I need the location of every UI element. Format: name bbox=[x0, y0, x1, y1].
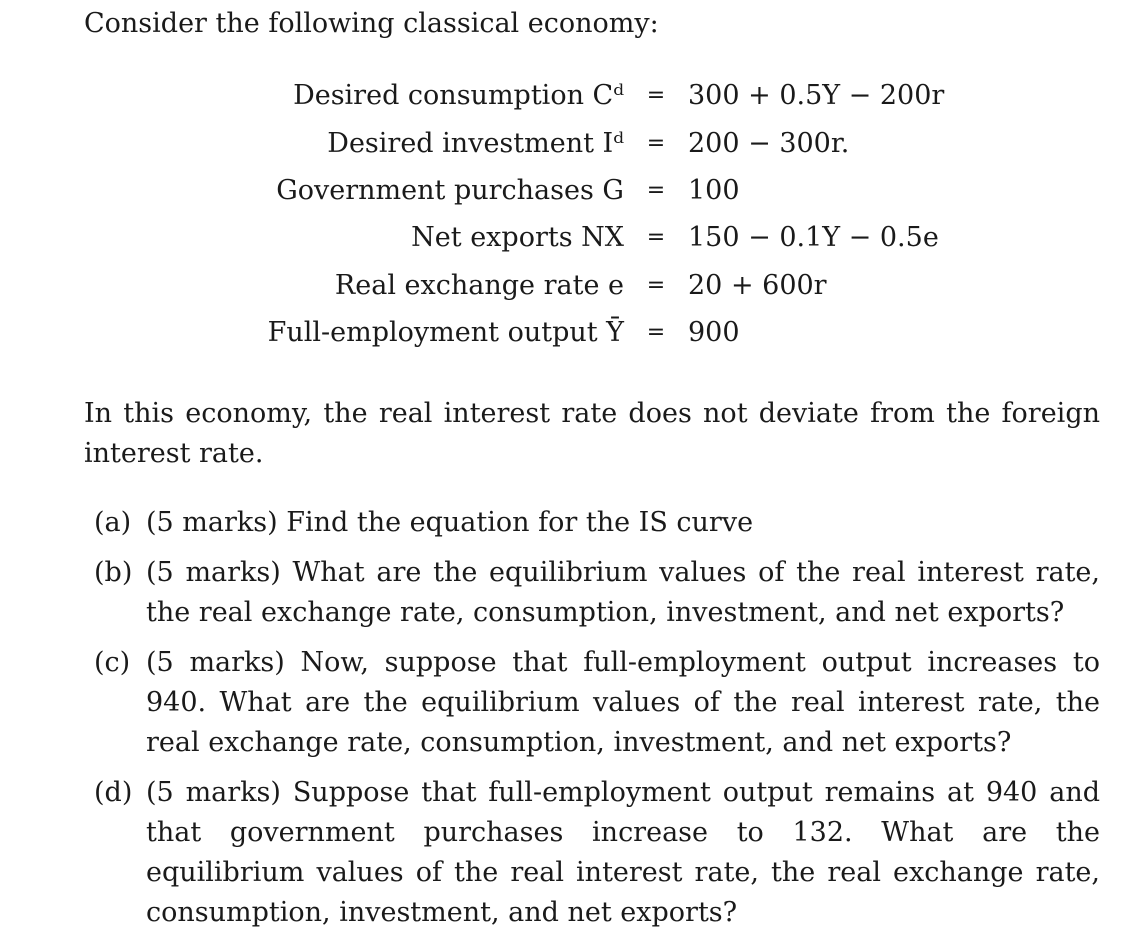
equation-rhs: 900 bbox=[688, 317, 740, 349]
question-part bbox=[94, 553, 1100, 633]
equation-lhs: Desired investment Iᵈ bbox=[327, 127, 624, 159]
question-part bbox=[94, 643, 1100, 763]
part-text: (5 marks) Find the equation for the IS curve bbox=[146, 507, 754, 538]
assumption-note: In this economy, the real interest rate does not deviate from the foreign interest rate. bbox=[84, 398, 1100, 469]
equation-lhs: Real exchange rate e bbox=[334, 269, 624, 301]
equals-sign: = bbox=[646, 320, 666, 346]
equation-lhs: Government purchases G bbox=[276, 174, 624, 206]
equation-row bbox=[230, 309, 1068, 356]
question-parts bbox=[94, 503, 1100, 943]
equation-row bbox=[230, 119, 1068, 166]
part-label: (c) bbox=[94, 647, 131, 678]
equation-rhs: 300 + 0.5Y − 200r bbox=[688, 80, 945, 112]
equation-rhs: 150 − 0.1Y − 0.5e bbox=[688, 222, 939, 254]
part-text: (5 marks) What are the equilibrium values of the real interest rate, the real exchange rate, consumption, investment, and net exports? bbox=[146, 557, 1100, 628]
equation-rhs: 200 − 300r. bbox=[688, 127, 850, 159]
equals-sign: = bbox=[646, 83, 666, 109]
equation-row bbox=[230, 72, 1068, 119]
equation-table bbox=[230, 72, 1068, 356]
equation-row bbox=[230, 167, 1068, 214]
part-label: (d) bbox=[94, 777, 133, 808]
equation-row bbox=[230, 262, 1068, 309]
part-text: (5 marks) Suppose that full-employment output remains at 940 and that government purchases increase to 132. What are the equilibrium values of the real interest rate, the real exchange rate, consumption, investment, and net exports? bbox=[146, 777, 1100, 928]
equals-sign: = bbox=[646, 225, 666, 251]
equation-lhs: Net exports NX bbox=[411, 222, 624, 254]
part-text: (5 marks) Now, suppose that full-employment output increases to 940. What are the equilibrium values of the real interest rate, the real exchange rate, consumption, investment, and net exports? bbox=[146, 647, 1100, 758]
question-part bbox=[94, 773, 1100, 933]
equation-row bbox=[230, 214, 1068, 261]
equation-lhs: Full-employment output Ȳ bbox=[267, 317, 624, 349]
equals-sign: = bbox=[646, 177, 666, 203]
equation-rhs: 20 + 600r bbox=[688, 269, 827, 301]
equation-rhs: 100 bbox=[688, 174, 740, 206]
equals-sign: = bbox=[646, 130, 666, 156]
intro-text: Consider the following classical economy: bbox=[84, 8, 659, 39]
equation-lhs: Desired consumption Cᵈ bbox=[293, 80, 624, 112]
question-part bbox=[94, 503, 1100, 543]
equals-sign: = bbox=[646, 272, 666, 298]
part-label: (b) bbox=[94, 557, 133, 588]
part-label: (a) bbox=[94, 507, 132, 538]
